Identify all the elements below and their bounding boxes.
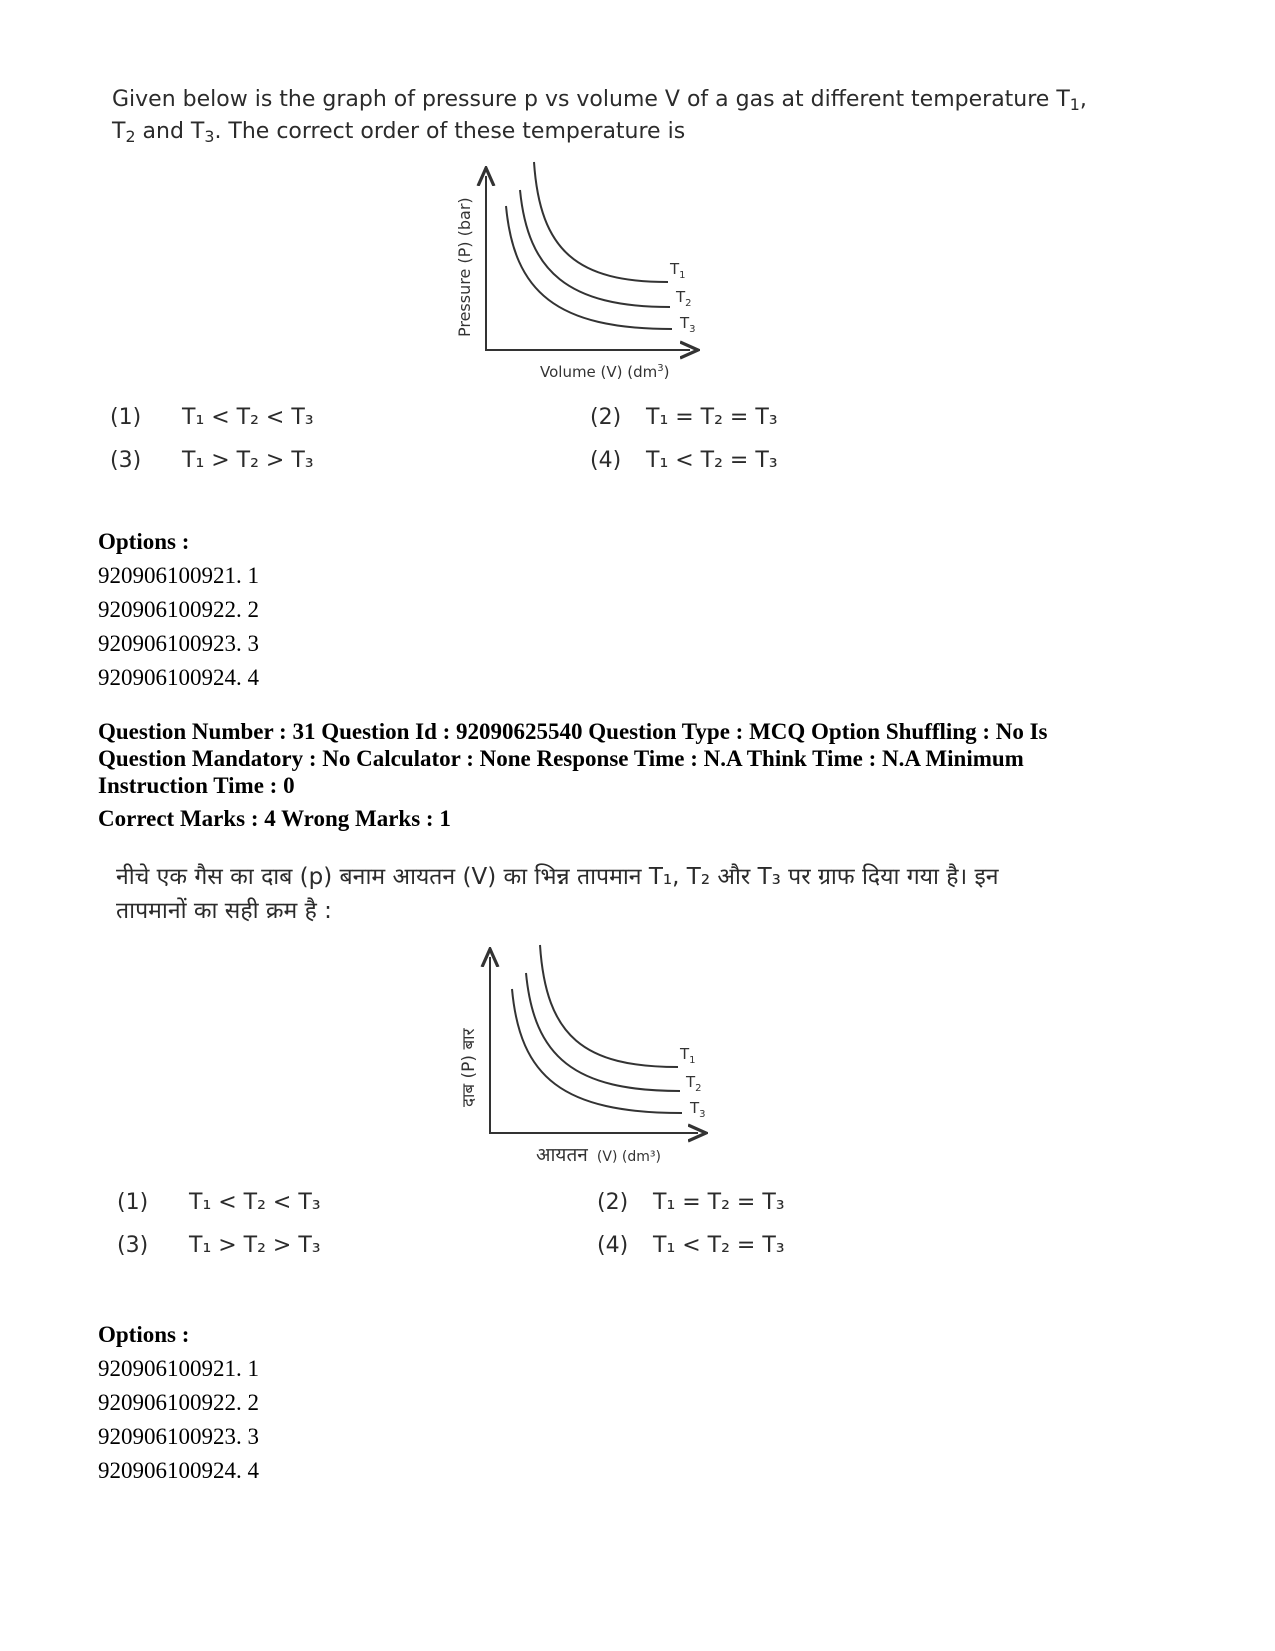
question-2-text [116, 860, 1126, 928]
t1-label: $T_1$ [670, 260, 686, 281]
choice-number: (2) [590, 405, 622, 430]
y-axis-label: Pressure (P) (bar) [455, 197, 474, 337]
question-2-graph [452, 945, 742, 1175]
choice-expression: T₁ = T₂ = T₃ [653, 1190, 785, 1215]
option-item: 920906100924. 4 [98, 665, 259, 690]
question-1-choice-4 [590, 448, 778, 473]
option-item: 920906100921. 1 [98, 1356, 259, 1381]
question-1-line1: Given below is the graph of pressure p vs volume V of a gas at different temperature T [112, 87, 1070, 112]
choice-expression: T₁ < T₂ = T₃ [646, 448, 778, 473]
choice-number: (3) [110, 448, 142, 473]
options-block-2 [98, 1318, 259, 1488]
curve-t1 [534, 162, 668, 282]
option-item: 920906100922. 2 [98, 1390, 259, 1415]
question-2-line2: तापमानों का सही क्रम है : [116, 898, 332, 924]
meta-line-3: Instruction Time : 0 [98, 773, 295, 798]
options-block-1 [98, 525, 259, 695]
question-1-text: Given below is the graph of pressure p vs volume V of a gas at different temperature $T_1$, $T_2$ and $T_3$. The correct order of these temperature is [112, 87, 1087, 146]
choice-number: (4) [597, 1233, 629, 1258]
x-axis-label-hindi: आयतन [536, 1144, 588, 1166]
curve-t1 [540, 945, 678, 1067]
t2-label: $T_2$ [686, 1073, 702, 1094]
choice-expression: T₁ > T₂ > T₃ [189, 1233, 321, 1258]
choice-number: (2) [597, 1190, 629, 1215]
t1-label: $T_1$ [680, 1045, 696, 1066]
meta-line-2: Question Mandatory : No Calculator : None Response Time : N.A Think Time : N.A Minimum [98, 746, 1024, 771]
option-item: 920906100923. 3 [98, 1424, 259, 1449]
curve-t3 [512, 989, 682, 1113]
option-item: 920906100921. 1 [98, 563, 259, 588]
question-1-t2: T [112, 119, 126, 144]
choice-expression: T₁ < T₂ < T₃ [189, 1190, 321, 1215]
x-axis-label-units: (V) (dm³) [596, 1149, 661, 1165]
x-axis-label [536, 1144, 661, 1166]
question-1-comma: , [1079, 87, 1087, 112]
choice-number: (4) [590, 448, 622, 473]
y-axis-label: दाब (P) बार [459, 1028, 479, 1107]
curve-t2 [526, 973, 680, 1091]
choice-number: (3) [117, 1233, 149, 1258]
choice-expression: T₁ = T₂ = T₃ [646, 405, 778, 430]
question-1-choice-3 [110, 448, 314, 473]
t3-label: $T_3$ [690, 1099, 706, 1120]
choice-expression: T₁ > T₂ > T₃ [182, 448, 314, 473]
choice-number: (1) [110, 405, 142, 430]
option-item: 920906100922. 2 [98, 597, 259, 622]
choice-expression: T₁ < T₂ = T₃ [653, 1233, 785, 1258]
option-item: 920906100924. 4 [98, 1458, 259, 1483]
question-2-choice-1 [117, 1190, 321, 1215]
question-1-choice-2 [590, 405, 778, 430]
question-meta [98, 718, 1178, 832]
marks-line: Correct Marks : 4 Wrong Marks : 1 [98, 806, 451, 831]
curve-t2 [520, 190, 670, 307]
question-2-choice-4 [597, 1233, 785, 1258]
question-2-line1: नीचे एक गैस का दाब (p) बनाम आयतन (V) का भिन्न तापमान T₁, T₂ और T₃ पर ग्राफ दिया गया है। इन [116, 864, 999, 890]
options-heading: Options : [98, 529, 190, 554]
choice-number: (1) [117, 1190, 149, 1215]
t2-label: $T_2$ [676, 288, 692, 309]
question-1-and: and T [135, 119, 205, 144]
options-heading: Options : [98, 1322, 190, 1347]
question-1-graph [448, 162, 728, 392]
t3-label: $T_3$ [680, 314, 696, 335]
meta-line-1: Question Number : 31 Question Id : 92090625540 Question Type : MCQ Option Shuffling : No Is [98, 719, 1048, 744]
question-1-choice-1 [110, 405, 314, 430]
question-1-line2: . The correct order of these temperature is [214, 119, 686, 144]
question-2-choice-2 [597, 1190, 785, 1215]
choice-expression: T₁ < T₂ < T₃ [182, 405, 314, 430]
option-item: 920906100923. 3 [98, 631, 259, 656]
x-axis-label: Volume (V) $(dm^3)$ [540, 363, 670, 381]
question-2-choice-3 [117, 1233, 321, 1258]
